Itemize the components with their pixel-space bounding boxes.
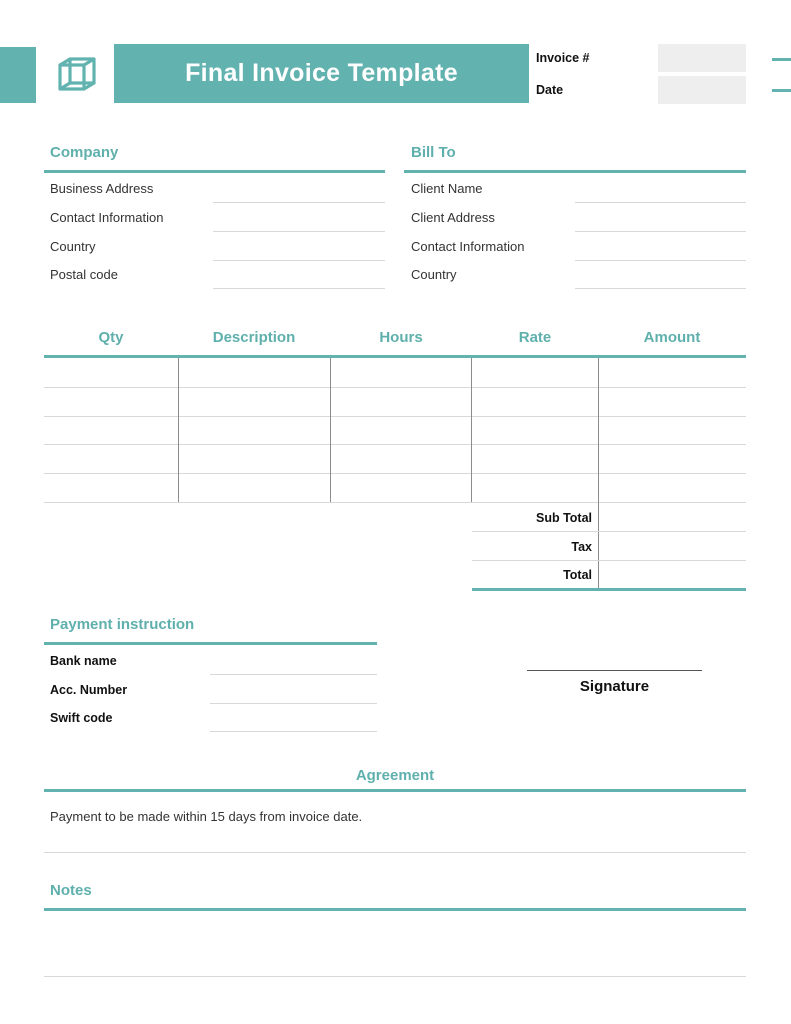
bill-to-country-label: Country [411,267,457,282]
company-business-address-label: Business Address [50,181,154,196]
total-field[interactable] [599,561,746,588]
bill-to-section-title: Bill To [411,144,456,161]
company-contact-info-input[interactable] [213,231,385,232]
line-items-body[interactable] [44,358,746,502]
notes-rule [44,908,746,911]
company-section-title: Company [50,144,119,161]
payment-rule [44,642,377,645]
company-rule [44,170,385,173]
company-country-label: Country [50,239,96,254]
company-contact-info-label: Contact Information [50,210,164,225]
invoice-number-label: Invoice # [536,51,590,65]
company-business-address-input[interactable] [213,202,385,203]
bill-to-client-address-label: Client Address [411,210,495,225]
account-number-input[interactable] [210,703,377,704]
company-postal-code-input[interactable] [213,288,385,289]
header-left-tab [0,47,36,103]
tax-field[interactable] [599,532,746,560]
date-label: Date [536,83,564,97]
signature-label: Signature [579,678,650,695]
agreement-section-title: Agreement [355,767,435,784]
column-header-qty: Qty [98,329,124,346]
bill-to-rule [404,170,746,173]
sub-total-label: Sub Total [535,511,592,525]
edge-tick-top [772,58,791,61]
invoice-number-field[interactable] [658,44,746,72]
cube-icon [55,55,99,99]
signature-line[interactable] [527,670,702,671]
bill-to-client-name-input[interactable] [575,202,746,203]
tax-label: Tax [571,540,592,554]
bill-to-client-address-input[interactable] [575,231,746,232]
company-postal-code-label: Postal code [50,267,118,282]
swift-code-input[interactable] [210,731,377,732]
payment-section-title: Payment instruction [50,616,195,633]
bill-to-contact-info-label: Contact Information [411,239,525,254]
bill-to-contact-info-input[interactable] [575,260,746,261]
invoice-title: Final Invoice Template [114,44,529,103]
agreement-divider [44,852,746,853]
column-header-description: Description [212,329,296,346]
notes-section-title: Notes [50,882,92,899]
notes-area[interactable] [44,912,746,976]
account-number-label: Acc. Number [50,683,128,697]
total-label: Total [563,568,592,582]
edge-tick-bottom [772,89,791,92]
swift-code-label: Swift code [50,711,113,725]
column-header-rate: Rate [518,329,552,346]
agreement-text: Payment to be made within 15 days from invoice date. [50,809,363,824]
bank-name-label: Bank name [50,654,117,668]
bank-name-input[interactable] [210,674,377,675]
column-header-hours: Hours [379,329,423,346]
company-country-input[interactable] [213,260,385,261]
agreement-rule [44,789,746,792]
totals-rule [472,588,746,591]
bill-to-country-input[interactable] [575,288,746,289]
date-field[interactable] [658,76,746,104]
notes-divider [44,976,746,977]
column-header-amount: Amount [643,329,701,346]
sub-total-field[interactable] [599,503,746,531]
bill-to-client-name-label: Client Name [411,181,483,196]
